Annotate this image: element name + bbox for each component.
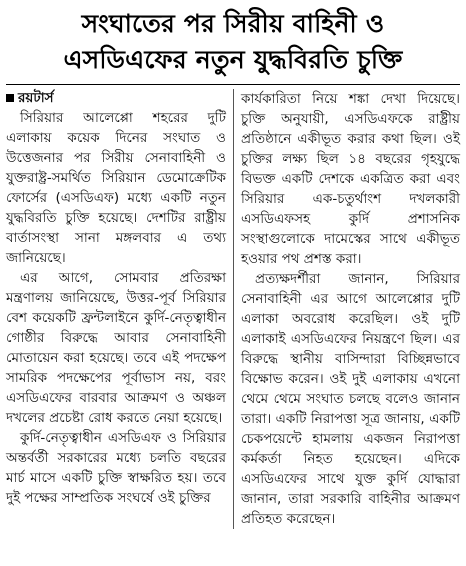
paragraph: সিরিয়ার আলেপ্পো শহরের দুটি এলাকায় কয়েক দিনের সংঘাত ও উত্তেজনার পর সিরীয় সেনাবাহিনী ও যুক্তরাষ্ট্র-সমর্থিত সিরিয়ান ডেমোক্রেটিক ফোর্সের (এসডিএফ) মধ্যে একটি নতুন যুদ্ধবিরতি চুক্তি হয়েছে। দেশটির রাষ্ট্রীয় বার্তাসংস্থা সানা মঙ্গলবার এ তথ্য জানিয়েছে।: [6, 110, 226, 266]
headline: [6, 6, 460, 78]
headline-rule: [6, 84, 460, 85]
byline: [6, 89, 226, 107]
headline-line-2: এসডিএফের নতুন যুদ্ধবিরতি চুক্তি: [63, 45, 403, 74]
column-right: [233, 89, 460, 529]
article-body: [6, 89, 460, 529]
paragraph: প্রত্যক্ষদর্শীরা জানান, সিরিয়ার সেনাবাহিনী এর আগে আলেপ্পোর দুটি এলাকা অবরোধ করেছিল। ওই দুটি এলাকাই এসডিএফের নিয়ন্ত্রণে ছিল। এর বিরুদ্ধে স্থানীয় বাসিন্দারা বিচ্ছিন্নভাবে বিক্ষোভ করেন। ওই দুই এলাকায় এখনো থেমে থেমে সংঘাত চলছে বলেও জানান তারা। একটি নিরাপত্তা সূত্র জানায়, একটি চেকপয়েন্টে হামলায় একজন নিরাপত্তা কর্মকর্তা নিহত হয়েছেন। এদিকে এসডিএফের সাথে যুক্ত কুর্দি যোদ্ধারা জানান, তারা সরকারি বাহিনীর আক্রমণ প্রতিহত করেছেন।: [241, 271, 460, 527]
paragraph: কার্যকারিতা নিয়ে শঙ্কা দেখা দিয়েছে। চুক্তি অনুযায়ী, এসডিএফকে রাষ্ট্রীয় প্রতিষ্ঠানে একীভূত করার কথা ছিল। ওই চুক্তির লক্ষ্য ছিল ১৪ বছরের গৃহযুদ্ধে বিভক্ত একটি দেশকে একত্রিত করা এবং সিরিয়ার এক-চতুর্থাংশ দখলকারী এসডিএফসহ কুর্দি প্রশাসনিক সংস্থাগুলোকে দামেস্কের সাথে একীভূত হওয়ার পথ প্রশস্ত করা।: [241, 91, 460, 267]
headline-line-1: সংঘাতের পর সিরীয় বাহিনী ও: [81, 9, 385, 38]
column-left: [6, 89, 233, 529]
byline-source: রয়টার্স: [18, 90, 54, 106]
paragraph: এর আগে, সোমবার প্রতিরক্ষা মন্ত্রণালয় জানিয়েছে, উত্তর-পূর্ব সিরিয়ার বেশ কয়েকটি ফ্রন্টলাইনে কুর্দি-নেতৃত্বাধীন গোষ্ঠীর বিরুদ্ধে আবার সেনাবাহিনী মোতায়েন করা হয়েছে। তবে এই পদক্ষেপ সামরিক পদক্ষেপের পূর্বাভাস নয়, বরং এসডিএফের বারবার আক্রমণ ও অঞ্চল দখলের প্রচেষ্টা রোধ করতে নেয়া হয়েছে।: [6, 270, 226, 426]
paragraph: কুর্দি-নেতৃত্বাধীন এসডিএফ ও সিরিয়ার অন্তর্বর্তী সরকারের মধ্যে চলতি বছরের মার্চ মাসে একটি চুক্তি স্বাক্ষরিত হয়। তবে দুই পক্ষের সাম্প্রতিক সংঘর্ষে ওই চুক্তির: [6, 430, 226, 506]
square-bullet-icon: [6, 94, 14, 102]
